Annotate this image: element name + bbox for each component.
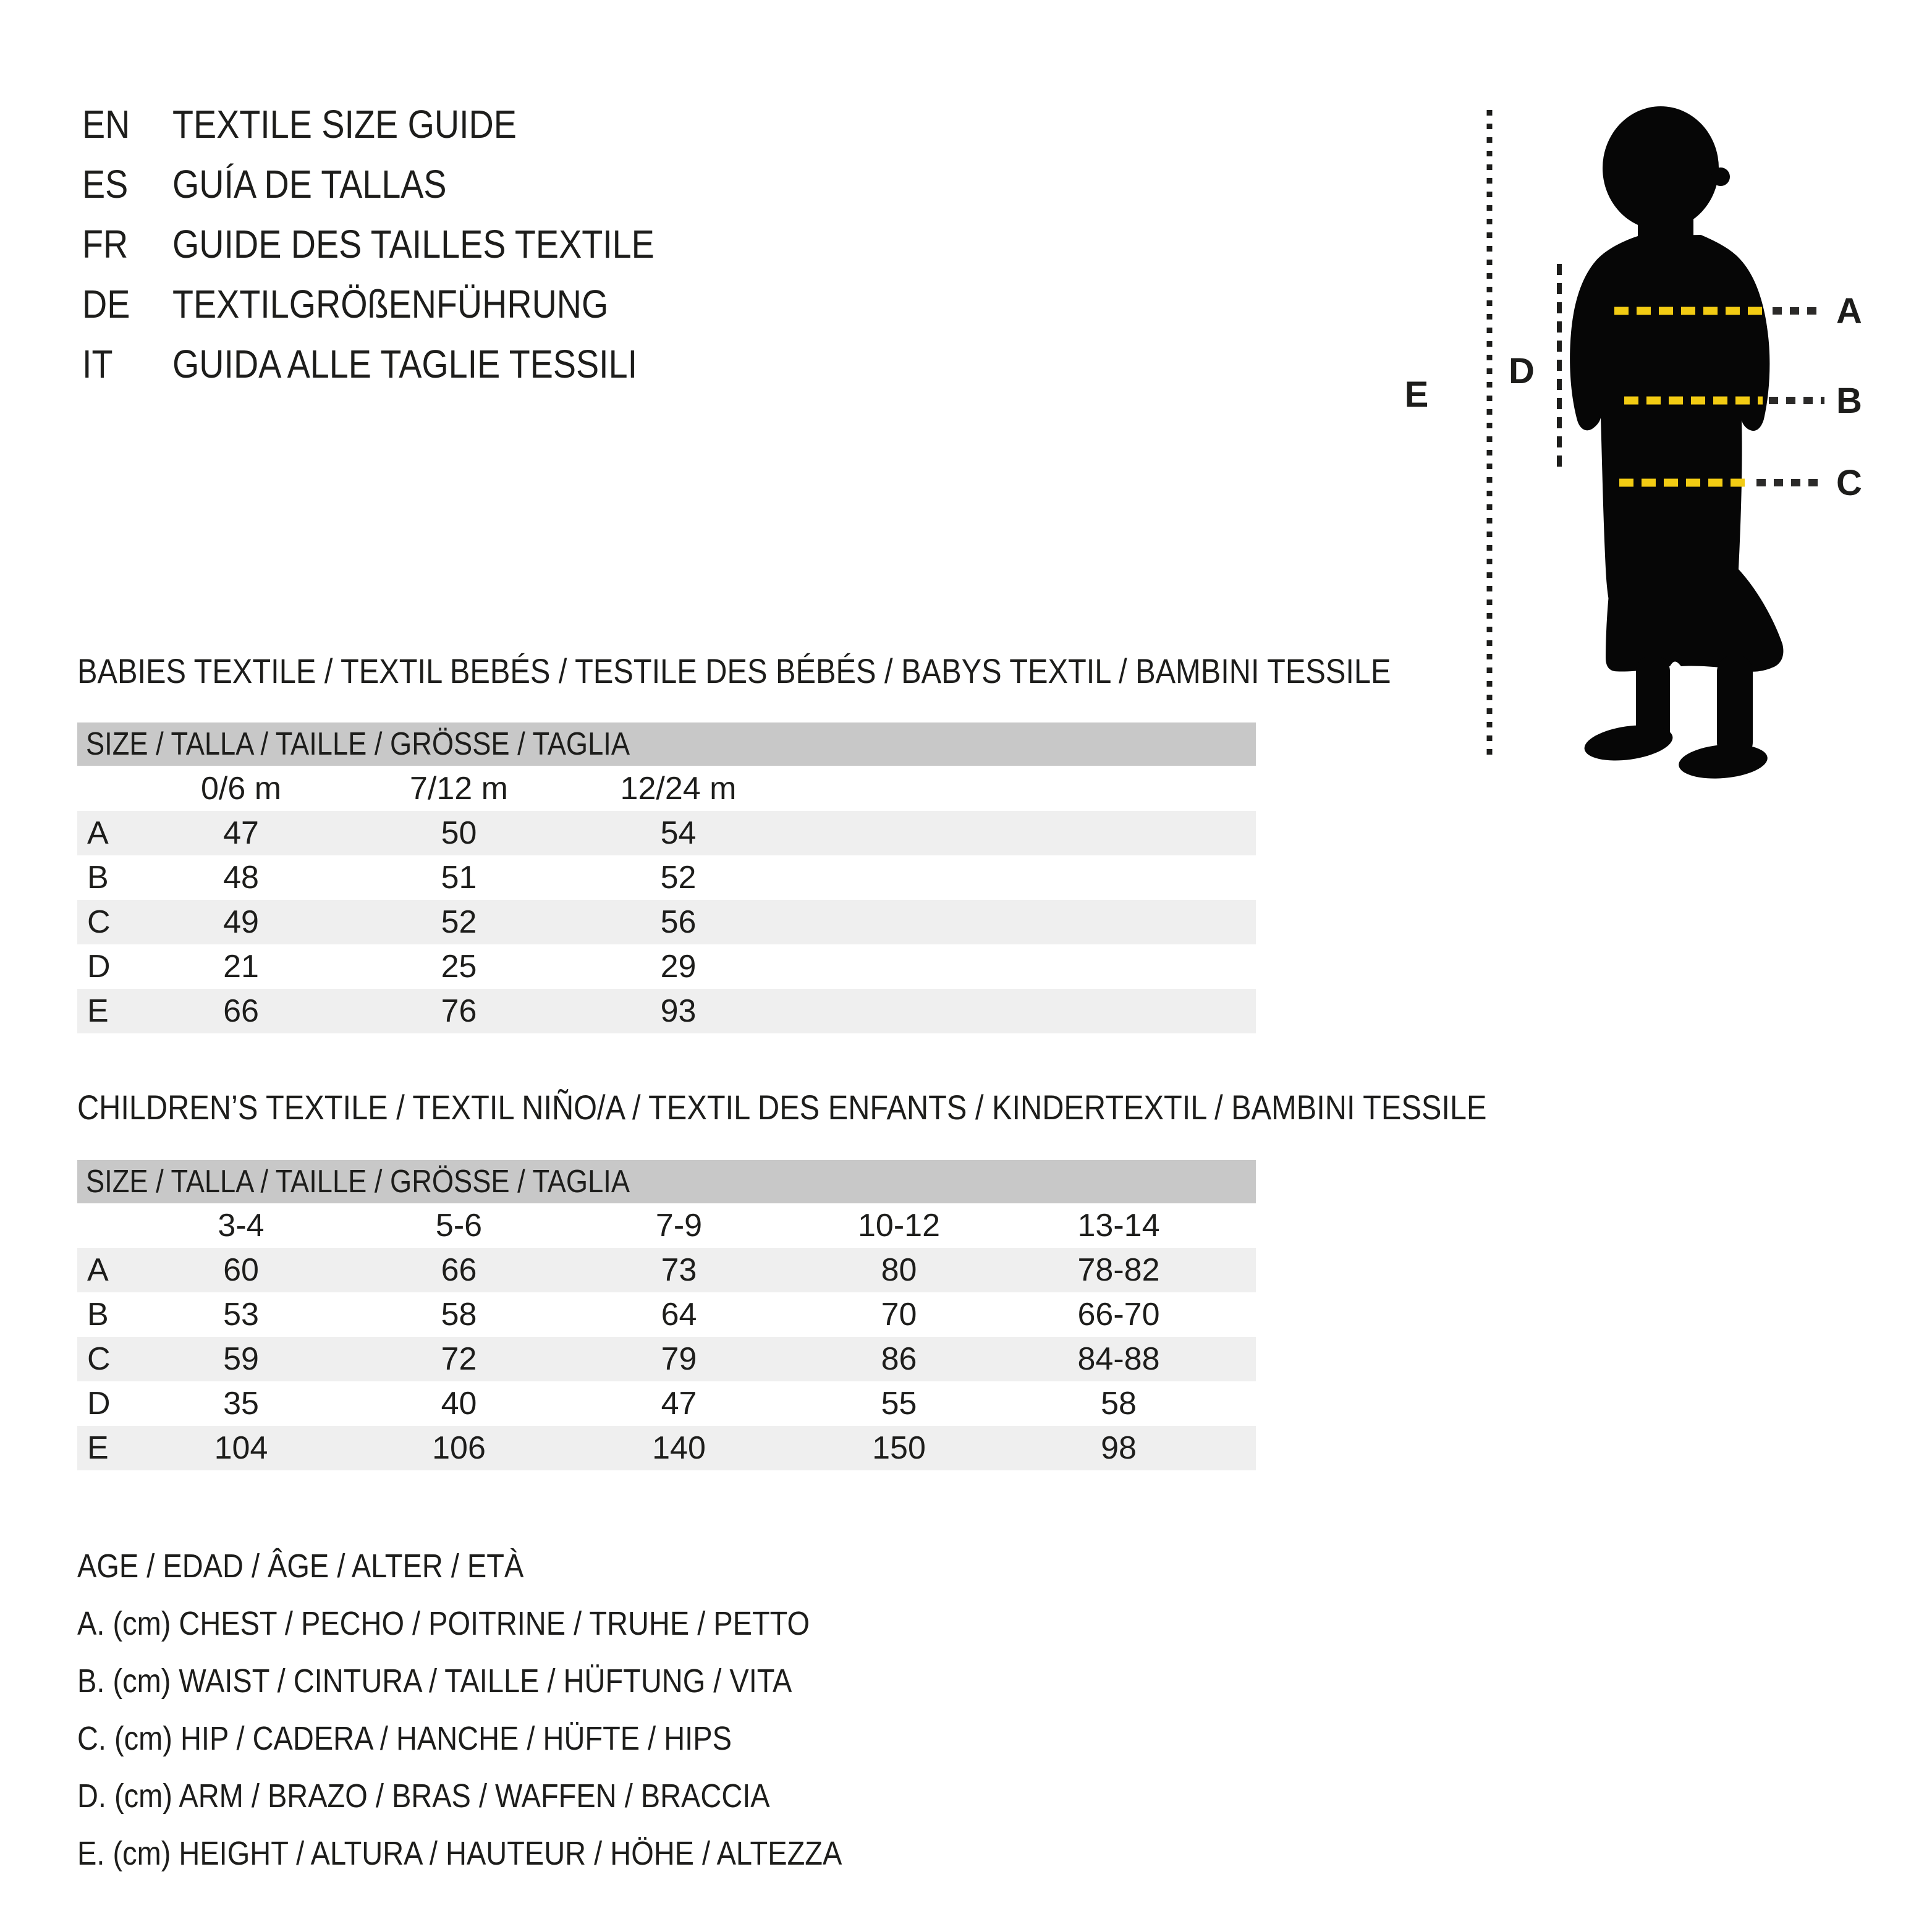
language-title: TEXTILE SIZE GUIDE xyxy=(172,101,517,146)
table-value: 29 xyxy=(660,949,697,985)
row-label: D xyxy=(87,1386,111,1421)
table-row xyxy=(77,1292,1256,1337)
table-row xyxy=(77,1337,1256,1381)
column-header: 7-9 xyxy=(655,1208,703,1244)
table-value: 53 xyxy=(223,1297,259,1332)
language-title: TEXTILGRÖßENFÜHRUNG xyxy=(172,281,609,326)
row-label: C xyxy=(87,1341,111,1377)
table-value: 21 xyxy=(223,949,259,985)
table-value: 140 xyxy=(652,1430,706,1466)
table-value: 86 xyxy=(881,1341,917,1377)
measure-label-a: A xyxy=(1836,291,1862,331)
table-value: 52 xyxy=(660,860,697,896)
table-value: 49 xyxy=(223,904,259,940)
table-value: 60 xyxy=(223,1252,259,1288)
table-value: 54 xyxy=(660,815,697,851)
column-header: 12/24 m xyxy=(620,770,737,807)
table-value: 150 xyxy=(872,1430,926,1466)
language-title: GUÍA DE TALLAS xyxy=(172,161,447,206)
table-row xyxy=(77,1426,1256,1470)
language-row-de xyxy=(82,274,726,334)
table-column-header-row xyxy=(77,766,1256,811)
table-row xyxy=(77,989,1256,1033)
table-row xyxy=(77,811,1256,855)
column-header: 7/12 m xyxy=(410,770,508,807)
table-value: 58 xyxy=(441,1297,477,1332)
legend-line-age: AGE / EDAD / ÂGE / ALTER / ETÀ xyxy=(77,1548,524,1585)
table-value: 84-88 xyxy=(1077,1341,1160,1377)
babies-size-table xyxy=(77,766,1256,1033)
legend-line-arm: D. (cm) ARM / BRAZO / BRAS / WAFFEN / BRACCIA xyxy=(77,1777,770,1815)
table-value: 48 xyxy=(223,860,259,896)
measure-label-c: C xyxy=(1836,463,1862,503)
language-title: GUIDE DES TAILLES TEXTILE xyxy=(172,221,655,266)
children-size-table xyxy=(77,1203,1256,1470)
column-header: 13-14 xyxy=(1077,1208,1160,1244)
row-label: E xyxy=(87,993,109,1029)
table-value: 66 xyxy=(441,1252,477,1288)
table-value: 104 xyxy=(214,1430,268,1466)
table-value: 56 xyxy=(660,904,697,940)
table-value: 58 xyxy=(1101,1386,1137,1421)
table-value: 66 xyxy=(223,993,259,1029)
table-value: 47 xyxy=(223,815,259,851)
table-value: 59 xyxy=(223,1341,259,1377)
legend-line-chest: A. (cm) CHEST / PECHO / POITRINE / TRUHE / PETTO xyxy=(77,1605,810,1642)
table-value: 93 xyxy=(660,993,697,1029)
right-shoe-shape xyxy=(1677,741,1769,779)
ear-shape xyxy=(1711,167,1730,186)
table-value: 25 xyxy=(441,949,477,985)
measure-label-d: D xyxy=(1509,351,1535,391)
children-section-heading: CHILDREN’S TEXTILE / TEXTIL NIÑO/A / TEXTIL DES ENFANTS / KINDERTEXTIL / BAMBINI TESSILE xyxy=(77,1088,1487,1127)
table-value: 106 xyxy=(432,1430,486,1466)
language-row-it xyxy=(82,334,726,394)
table-value: 55 xyxy=(881,1386,917,1421)
language-row-en xyxy=(82,94,726,154)
table-row xyxy=(77,900,1256,944)
row-label: E xyxy=(87,1430,109,1466)
row-label: B xyxy=(87,1297,109,1332)
table-value: 66-70 xyxy=(1077,1297,1160,1332)
measurement-legend xyxy=(77,1538,956,1883)
table-value: 52 xyxy=(441,904,477,940)
language-code: IT xyxy=(82,341,113,386)
table-value: 40 xyxy=(441,1386,477,1421)
table-value: 78-82 xyxy=(1077,1252,1160,1288)
shirt-and-arms-shape xyxy=(1570,235,1769,621)
child-silhouette xyxy=(1570,106,1783,779)
table-value: 73 xyxy=(661,1252,697,1288)
measure-label-b: B xyxy=(1836,381,1862,421)
table-value: 35 xyxy=(223,1386,259,1421)
table-column-header-row xyxy=(77,1203,1256,1248)
language-code: EN xyxy=(82,101,130,146)
row-label: C xyxy=(87,904,111,940)
table-value: 50 xyxy=(441,815,477,851)
column-header: 10-12 xyxy=(858,1208,940,1244)
column-header: 3-4 xyxy=(218,1208,265,1244)
children-size-header-bar: SIZE / TALLA / TAILLE / GRÖSSE / TAGLIA xyxy=(77,1160,1256,1203)
table-row xyxy=(77,1248,1256,1292)
language-code: FR xyxy=(82,221,129,266)
legend-line-height: E. (cm) HEIGHT / ALTURA / HAUTEUR / HÖHE / ALTEZZA xyxy=(77,1835,842,1872)
table-value: 72 xyxy=(441,1341,477,1377)
row-label: A xyxy=(87,815,109,851)
shorts-shape xyxy=(1606,569,1783,672)
table-row xyxy=(77,1381,1256,1426)
table-value: 98 xyxy=(1101,1430,1137,1466)
row-label: B xyxy=(87,860,109,896)
table-value: 47 xyxy=(661,1386,697,1421)
language-code: ES xyxy=(82,161,129,206)
table-row xyxy=(77,944,1256,989)
legend-line-waist: B. (cm) WAIST / CINTURA / TAILLE / HÜFTUNG / VITA xyxy=(77,1663,792,1700)
right-leg-shape xyxy=(1717,655,1753,759)
measure-label-e: E xyxy=(1404,375,1429,415)
row-label: A xyxy=(87,1252,109,1288)
column-header: 5-6 xyxy=(435,1208,483,1244)
table-value: 76 xyxy=(441,993,477,1029)
language-title-block xyxy=(82,94,726,394)
column-header: 0/6 m xyxy=(200,770,282,807)
table-value: 64 xyxy=(661,1297,697,1332)
language-code: DE xyxy=(82,281,130,326)
language-title: GUIDA ALLE TAGLIE TESSILI xyxy=(172,341,638,386)
table-row xyxy=(77,855,1256,900)
legend-line-hip: C. (cm) HIP / CADERA / HANCHE / HÜFTE / HIPS xyxy=(77,1720,732,1757)
table-value: 80 xyxy=(881,1252,917,1288)
language-row-es xyxy=(82,154,726,214)
table-value: 70 xyxy=(881,1297,917,1332)
language-row-fr xyxy=(82,214,726,274)
table-value: 51 xyxy=(441,860,477,896)
babies-size-header-bar: SIZE / TALLA / TAILLE / GRÖSSE / TAGLIA xyxy=(77,722,1256,766)
table-value: 79 xyxy=(661,1341,697,1377)
babies-section-heading: BABIES TEXTILE / TEXTIL BEBÉS / TESTILE DES BÉBÉS / BABYS TEXTIL / BAMBINI TESSILE xyxy=(77,651,1391,690)
row-label: D xyxy=(87,949,111,985)
